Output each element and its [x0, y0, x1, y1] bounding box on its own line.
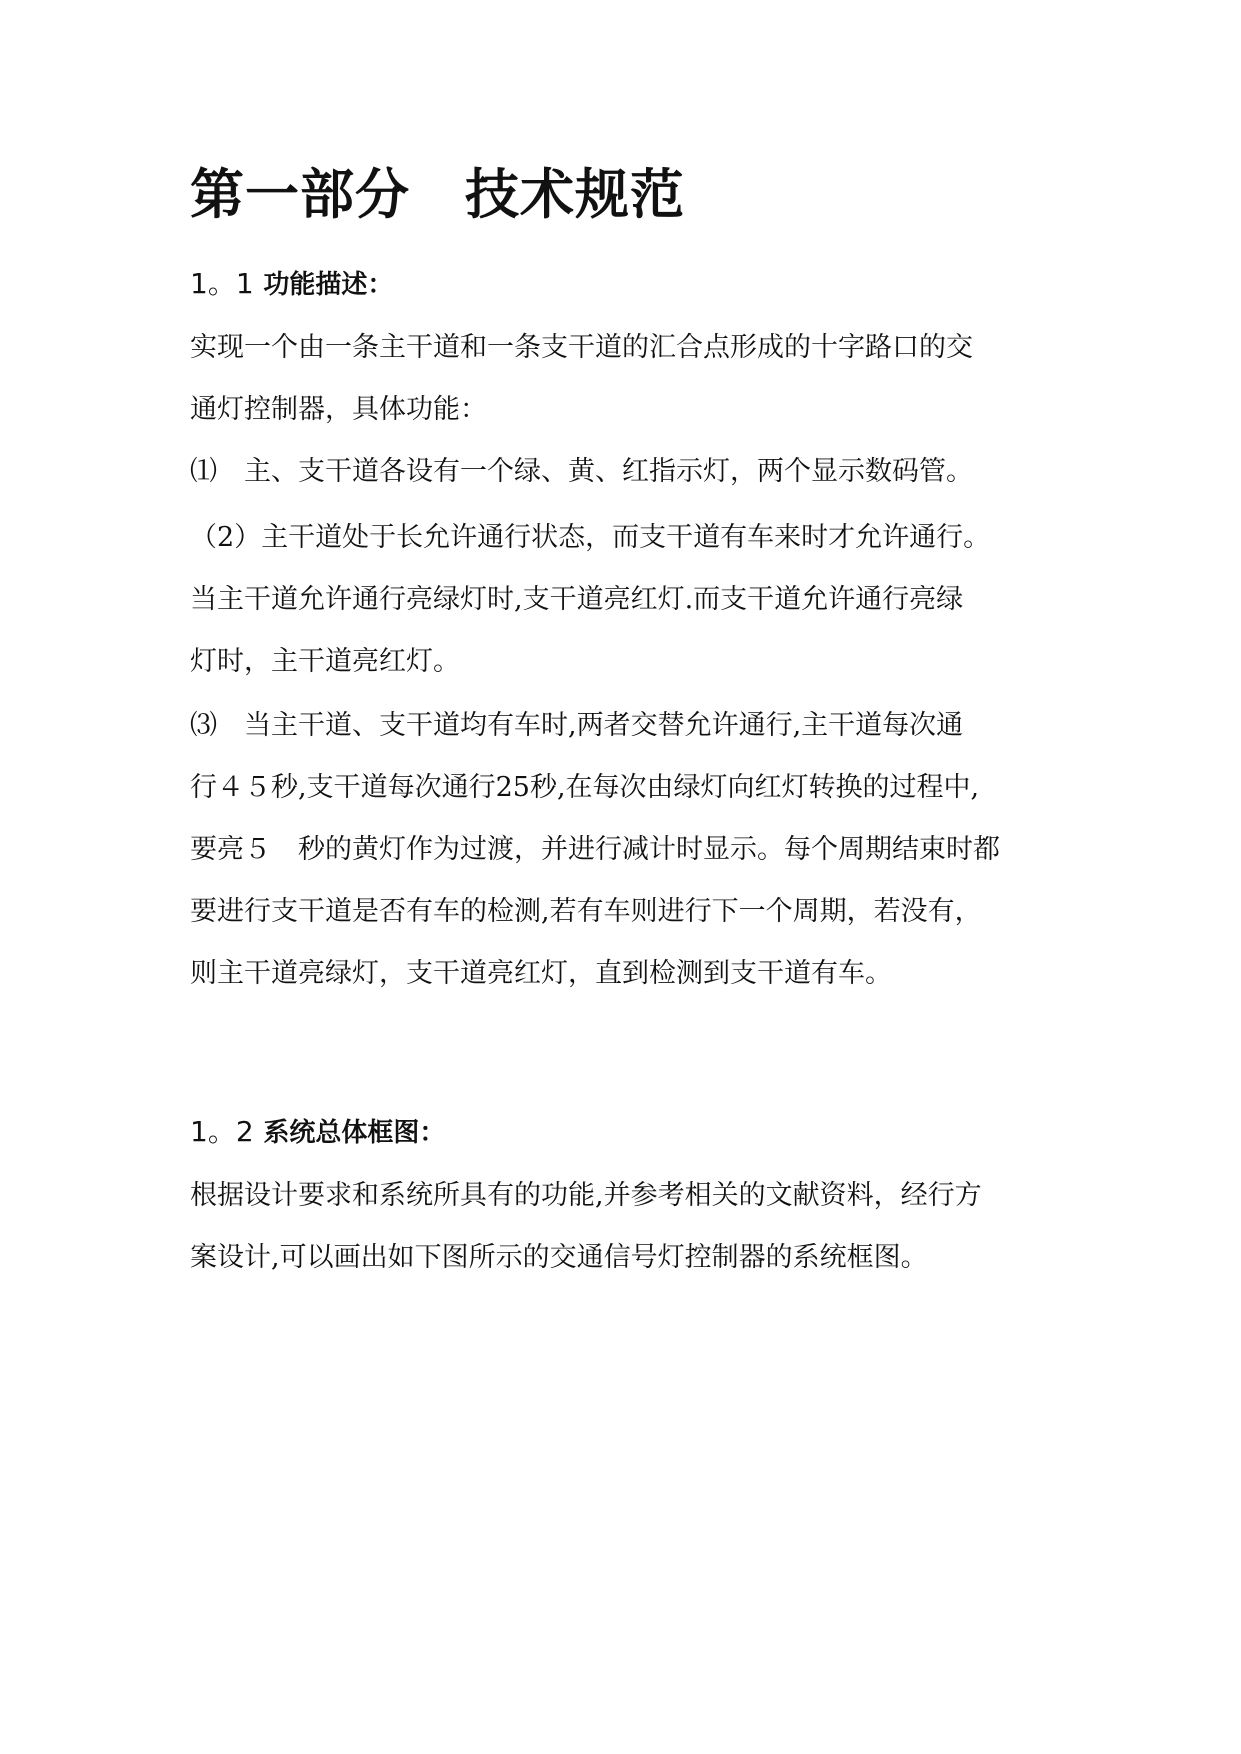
paragraph-line: 根据设计要求和系统所具有的功能,并参考相关的文献资料，经行方 [190, 1180, 982, 1211]
paragraph-line: 当主干道允许通行亮绿灯时,支干道亮红灯.而支干道允许通行亮绿 [190, 584, 964, 615]
paragraph-line: 通灯控制器，具体功能： [190, 394, 487, 425]
page-title: 第一部分 技术规范 [190, 163, 685, 226]
section-heading-1-1 [190, 264, 393, 305]
section-number: 1。2 [190, 1115, 254, 1148]
paragraph-line: 行４５秒,支干道每次通行25秒,在每次由绿灯向红灯转换的过程中, [190, 772, 980, 803]
section-number: 1。1 [190, 267, 254, 300]
paragraph-line: 要亮５ 秒的黄灯作为过渡，并进行减计时显示。每个周期结束时都 [190, 834, 1000, 865]
paragraph-line: 案设计,可以画出如下图所示的交通信号灯控制器的系统框图。 [190, 1242, 928, 1273]
paragraph-line: 实现一个由一条主干道和一条支干道的汇合点形成的十字路口的交 [190, 332, 973, 363]
section-label: 功能描述： [263, 270, 394, 300]
paragraph-line: （2）主干道处于长允许通行状态，而支干道有车来时才允许通行。 [190, 522, 991, 553]
paragraph-line: 灯时，主干道亮红灯。 [190, 646, 460, 677]
paragraph-line: ⑶ 当主干道、支干道均有车时,两者交替允许通行,主干道每次通 [190, 710, 964, 741]
paragraph-line: 则主干道亮绿灯，支干道亮红灯，直到检测到支干道有车。 [190, 958, 892, 989]
section-heading-1-2 [190, 1112, 445, 1153]
paragraph-line: 要进行支干道是否有车的检测,若有车则进行下一个周期，若没有， [190, 896, 982, 927]
section-label: 系统总体框图： [263, 1118, 446, 1148]
paragraph-line: ⑴ 主、支干道各设有一个绿、黄、红指示灯，两个显示数码管。 [190, 456, 973, 487]
